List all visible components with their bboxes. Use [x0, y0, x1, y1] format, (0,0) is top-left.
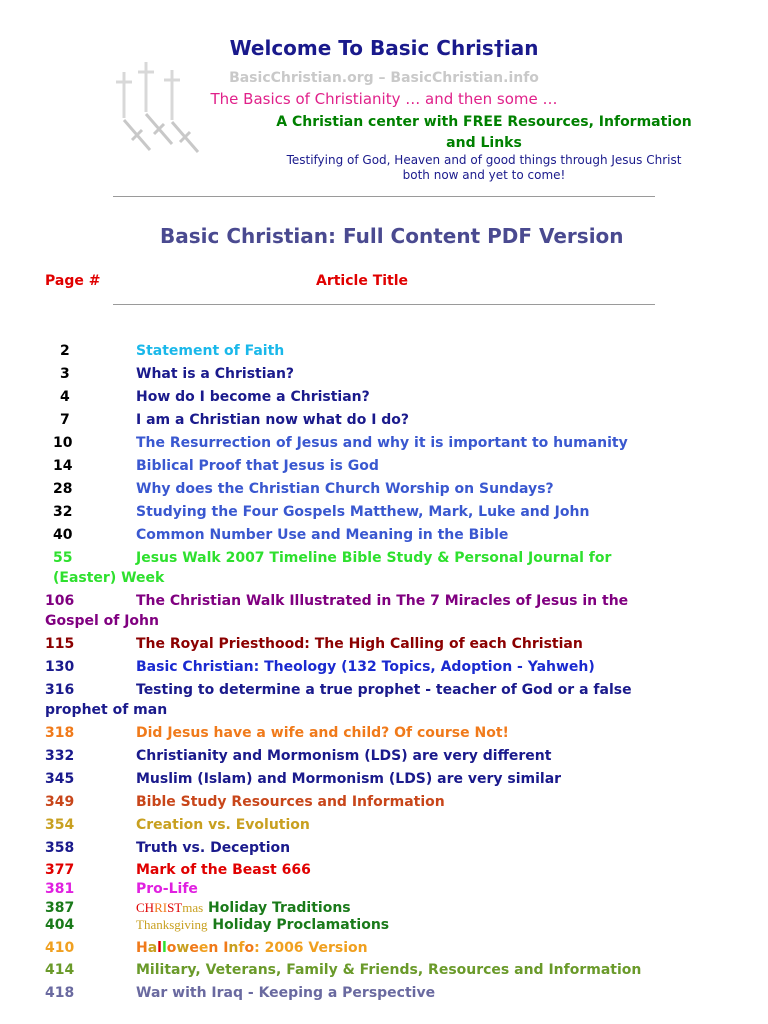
toc-title-segment: o — [244, 940, 255, 956]
toc-page-number: 40 — [53, 527, 73, 543]
toc-page-number: 115 — [45, 636, 75, 652]
toc-title-segment: ST — [167, 900, 183, 915]
toc-title-segment: CH — [136, 900, 155, 915]
toc-article-link[interactable]: Military, Veterans, Family & Friends, Resources and Information — [136, 962, 642, 978]
testify-line1: Testifying of God, Heaven and of good things through Jesus Christ — [286, 153, 682, 167]
toc-article-link[interactable]: Did Jesus have a wife and child? Of course Not! — [136, 725, 509, 741]
toc-page-number: 32 — [53, 504, 73, 520]
toc-page-number: 28 — [53, 481, 73, 497]
toc-page-number: 2 — [60, 343, 70, 359]
toc-article-link[interactable]: Jesus Walk 2007 Timeline Bible Study & Personal Journal for — [136, 550, 612, 566]
toc-page-number: 414 — [45, 962, 75, 978]
toc-article-link[interactable]: Biblical Proof that Jesus is God — [136, 458, 379, 474]
toc-page-number: 404 — [45, 917, 75, 933]
toc-title-segment: RI — [154, 900, 168, 915]
toc-article-link[interactable]: The Royal Priesthood: The High Calling of each Christian — [136, 636, 583, 652]
toc-page-number: 345 — [45, 771, 75, 787]
toc-title-segment: e — [198, 940, 209, 956]
toc-article-link[interactable]: What is a Christian? — [136, 366, 295, 382]
toc-page-number: 130 — [45, 659, 75, 675]
toc-page-number: 332 — [45, 748, 75, 764]
toc-page-number: 354 — [45, 817, 75, 833]
toc-article-link[interactable]: Mark of the Beast 666 — [136, 862, 311, 878]
toc-title-segment: o — [166, 940, 177, 956]
toc-article-link[interactable]: I am a Christian now what do I do? — [136, 412, 410, 428]
toc-title-segment: Holiday Traditions — [203, 900, 351, 916]
toc-title-segment: l — [157, 940, 162, 956]
resources-heading — [200, 112, 768, 154]
toc-article-link[interactable]: Studying the Four Gospels Matthew, Mark, Luke and John — [136, 504, 590, 520]
toc-article-link[interactable]: Why does the Christian Church Worship on Sundays? — [136, 481, 554, 497]
toc-page-number: 387 — [45, 900, 75, 916]
resources-heading-line2: and Links — [446, 135, 522, 151]
table-divider — [113, 304, 655, 305]
column-header-title: Article Title — [316, 273, 409, 289]
toc-title-segment: Thanksgiving — [136, 917, 208, 932]
site-urls[interactable]: BasicChristian.org – BasicChristian.info — [229, 70, 539, 86]
toc-page-number: 316 — [45, 682, 75, 698]
toc-article-link[interactable]: Basic Christian: Theology (132 Topics, Adoption - Yahweh) — [136, 659, 595, 675]
toc-page-number: 10 — [53, 435, 73, 451]
toc-title-segment: l — [161, 940, 167, 956]
toc-page-number: 7 — [60, 412, 70, 428]
toc-page-number: 55 — [53, 550, 73, 566]
toc-article-link[interactable]: The Resurrection of Jesus and why it is important to humanity — [136, 435, 628, 451]
toc-page-number: 410 — [45, 940, 75, 956]
toc-page-number: 3 — [60, 366, 70, 382]
toc-title-segment: f — [238, 940, 245, 956]
toc-article-link[interactable]: Testing to determine a true prophet - teacher of God or a false — [136, 682, 632, 698]
toc-article-link[interactable]: How do I become a Christian? — [136, 389, 370, 405]
toc-page-number: 318 — [45, 725, 75, 741]
toc-title-segment: H — [136, 940, 148, 956]
toc-page-number: 358 — [45, 840, 75, 856]
toc-title-segment: n — [228, 940, 239, 956]
toc-article-link-continued[interactable]: (Easter) Week — [53, 570, 165, 586]
resources-heading-line1: A Christian center with FREE Resources, Information — [276, 114, 692, 130]
toc-page-number: 349 — [45, 794, 75, 810]
toc-title-segment: mas — [182, 900, 204, 915]
toc-article-link[interactable]: War with Iraq - Keeping a Perspective — [136, 985, 436, 1001]
toc-article-link-continued[interactable]: Gospel of John — [45, 613, 159, 629]
toc-page-number: 377 — [45, 862, 75, 878]
toc-article-link-continued[interactable]: prophet of man — [45, 702, 168, 718]
site-tagline: The Basics of Christianity … and then some … — [210, 90, 558, 108]
toc-page-number: 14 — [53, 458, 73, 474]
toc-title-segment: I — [223, 940, 229, 956]
column-header-page: Page # — [45, 273, 101, 289]
toc-article-link[interactable]: Christianity and Mormonism (LDS) are very different — [136, 748, 552, 764]
toc-article-link[interactable]: Bible Study Resources and Information — [136, 794, 445, 810]
toc-article-link[interactable] — [136, 917, 389, 933]
toc-title-segment: Holiday Proclamations — [207, 917, 390, 933]
toc-page-number: 381 — [45, 881, 75, 897]
toc-article-link[interactable]: Statement of Faith — [136, 343, 285, 359]
testify-text — [200, 153, 768, 183]
toc-title-segment: e — [189, 940, 199, 956]
toc-title-segment: a — [147, 940, 158, 956]
toc-article-link[interactable]: Common Number Use and Meaning in the Bible — [136, 527, 509, 543]
toc-article-link[interactable]: Pro-Life — [136, 881, 198, 897]
toc-title-segment: w — [176, 940, 190, 956]
toc-article-link[interactable]: The Christian Walk Illustrated in The 7 Miracles of Jesus in the — [136, 593, 629, 609]
toc-page-number: 4 — [60, 389, 70, 405]
toc-article-link[interactable] — [136, 940, 368, 956]
toc-article-link[interactable]: Truth vs. Deception — [136, 840, 291, 856]
header-divider — [113, 196, 655, 197]
testify-line2: both now and yet to come! — [402, 168, 566, 182]
site-title: Welcome To Basic Chris†ian — [229, 36, 539, 60]
toc-page-number: 418 — [45, 985, 75, 1001]
toc-title-segment: : 2006 Version — [254, 940, 368, 956]
toc-title-segment: n — [208, 940, 219, 956]
toc-page-number: 106 — [45, 593, 75, 609]
toc-article-link[interactable] — [136, 900, 351, 916]
toc-article-link[interactable]: Creation vs. Evolution — [136, 817, 310, 833]
toc-article-link[interactable]: Muslim (Islam) and Mormonism (LDS) are very similar — [136, 771, 562, 787]
document-title: Basic Christian: Full Content PDF Version — [160, 224, 624, 248]
